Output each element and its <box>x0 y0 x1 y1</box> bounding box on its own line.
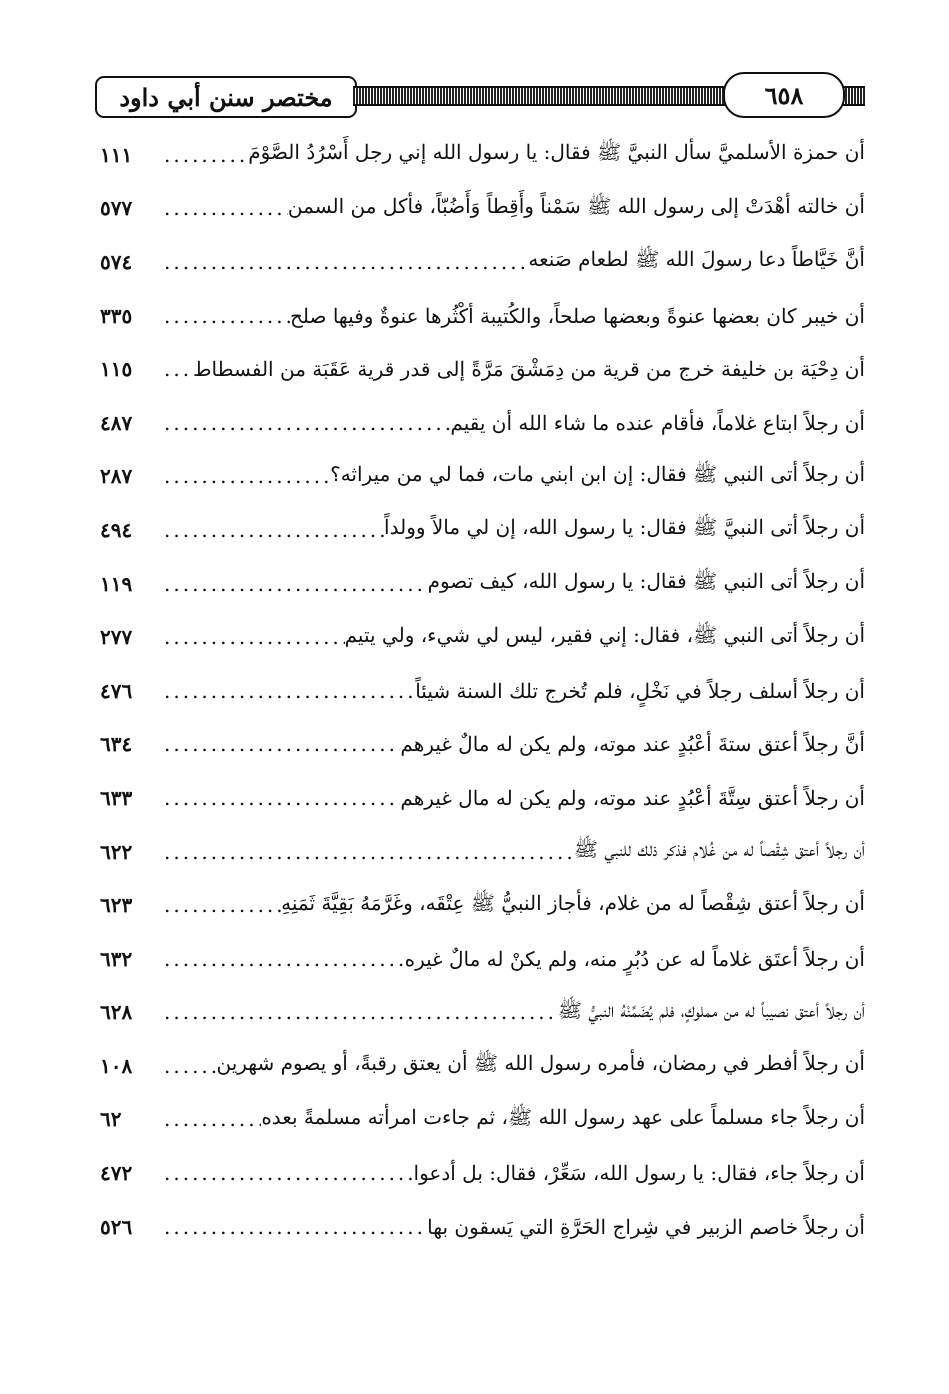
entry-page-number: ٤٩٤ <box>100 517 133 542</box>
index-entry <box>100 825 865 879</box>
index-entry <box>100 610 865 664</box>
entry-text: أن دِحْيَة بن خليفة خرج من قرية من دِمَشْقَ مَرَّةً إلى قدر قرية عَقَبَة من الفسطاط <box>193 357 865 382</box>
entry-page-number: ٤٧٦ <box>100 678 133 703</box>
leader-dots <box>158 786 400 810</box>
index-entry <box>100 1093 865 1147</box>
entry-text: أنَّ رجلاً أعتق ستةَ أعْبُدٍ عند موته، ولم يكن له مالٌ غيرهم <box>400 732 865 757</box>
entry-page-number: ٦٢٢ <box>100 839 133 864</box>
entry-page-number: ٥٢٦ <box>100 1214 133 1239</box>
leader-dots <box>158 572 428 596</box>
leader-dots <box>158 840 574 864</box>
entry-text: أن خيبر كان بعضها عنوةً وبعضها صلحاً، والكُتيبة أكْثُرها عنوةٌ وفيها صلح <box>289 303 865 328</box>
entry-text: أنَّ خَيَّاطاً دعا رسولَ الله ﷺ لطعام صَنعه <box>528 247 865 272</box>
page-header <box>95 72 865 122</box>
leader-dots <box>158 250 528 274</box>
entry-page-number: ٤٧٢ <box>100 1161 133 1186</box>
entry-text: أن رجلاً أعتق سِتَّةَ أعْبُدٍ عند موته، ولم يكن له مال غيرهم <box>400 785 865 810</box>
entry-page-number: ٦٢ <box>100 1107 122 1132</box>
index-entry <box>100 289 865 343</box>
index-list <box>100 128 865 1253</box>
leader-dots <box>158 1107 261 1131</box>
leader-dots <box>158 143 248 167</box>
entry-page-number: ٥٧٧ <box>100 196 133 221</box>
entry-text: أن رجلاً أفطر في رمضان، فأمره رسول الله ﷺ أن يعتق رقبةً، أو يصوم شهرين <box>216 1051 865 1076</box>
leader-dots <box>158 464 330 488</box>
entry-page-number: ٥٧٤ <box>100 249 133 274</box>
index-entry <box>100 1200 865 1254</box>
entry-text: أن رجلاً أتى النبي ﷺ، فقال: إني فقير، ليس لي شيء، ولي يتيم <box>344 622 865 647</box>
entry-page-number: ٦٣٤ <box>100 732 133 757</box>
book-title: مختصر سنن أبي داود <box>95 76 357 118</box>
entry-text: أن رجلاً أتى النبي ﷺ فقال: إن ابن ابني مات، فما لي من ميراثه؟ <box>330 461 865 486</box>
index-entry <box>100 557 865 611</box>
index-entry <box>100 878 865 932</box>
index-entry <box>100 932 865 986</box>
entry-text: أن رجلاً جاء، فقال: يا رسول الله، سَعِّرْ، فقال: بل أدعوا <box>413 1161 865 1186</box>
entry-page-number: ٣٣٥ <box>100 303 133 328</box>
index-entry <box>100 986 865 1040</box>
entry-page-number: ١١٩ <box>100 571 133 596</box>
entry-page-number: ١٠٨ <box>100 1053 133 1078</box>
entry-page-number: ٢٨٧ <box>100 464 133 489</box>
leader-dots <box>158 732 400 756</box>
entry-text: أن رجلاً أتى النبي ﷺ فقال: يا رسول الله، كيف تصوم <box>427 569 865 594</box>
index-entry <box>100 1039 865 1093</box>
entry-text: أن رجلاً أعتق نصيباً له من مملوكٍ، فلم يُضَمِّنْهُ النبيُّ ﷺ <box>557 997 865 1022</box>
index-entry <box>100 503 865 557</box>
leader-dots <box>158 679 415 703</box>
entry-page-number: ٦٢٨ <box>100 1000 133 1025</box>
index-entry <box>100 1146 865 1200</box>
index-entry <box>100 664 865 718</box>
leader-dots <box>158 196 288 220</box>
entry-page-number: ١١٥ <box>100 357 133 382</box>
entry-text: أن رجلاً أعتَق غلاماً له عن دُبُرٍ منه، ولم يكنْ له مالٌ غيره <box>404 946 865 971</box>
leader-dots <box>158 518 384 542</box>
index-entry <box>100 396 865 450</box>
index-entry <box>100 128 865 182</box>
leader-dots <box>158 893 281 917</box>
entry-text: أن رجلاً أتى النبيَّ ﷺ فقال: يا رسول الله، إن لي مالاً وولداً <box>384 515 865 540</box>
entry-page-number: ٢٧٧ <box>100 625 133 650</box>
entry-page-number: ٦٣٣ <box>100 785 133 810</box>
leader-dots <box>158 625 345 649</box>
index-entry <box>100 182 865 236</box>
entry-text: أن حمزة الأسلميَّ سأل النبيَّ ﷺ فقال: يا رسول الله إني رجل أَسْرُدُ الصَّوْمَ <box>248 140 865 165</box>
index-entry <box>100 235 865 289</box>
leader-dots <box>158 411 450 435</box>
index-entry <box>100 450 865 504</box>
entry-page-number: ٤٨٧ <box>100 410 133 435</box>
page-number: ٦٥٨ <box>723 72 845 118</box>
leader-dots <box>158 1215 427 1239</box>
entry-page-number: ١١١ <box>100 142 133 167</box>
index-entry <box>100 342 865 396</box>
entry-text: أن خالته أهْدَتْ إلى رسول الله ﷺ سَمْناً وأَقِطاً وَأَضُبّاً، فأكل من السمن <box>287 193 865 218</box>
leader-dots <box>158 357 193 381</box>
entry-text: أن رجلاً أعتق شِقْصاً له من غُلام فذكر ذلك للنبي ﷺ <box>573 837 865 862</box>
leader-dots <box>158 947 405 971</box>
leader-dots <box>158 304 290 328</box>
entry-page-number: ٦٢٣ <box>100 893 133 918</box>
leader-dots <box>158 1161 414 1185</box>
entry-text: أن رجلاً جاء مسلماً على عهد رسول الله ﷺ، ثم جاءت امرأته مسلمةً بعده <box>261 1104 865 1129</box>
entry-text: أن رجلاً أعتق شِقْصاً له من غلام، فأجاز النبيُّ ﷺ عِتْقَه، وغَرَّمَهُ بَقِيَّةَ ثَمَنِهِ <box>281 890 865 915</box>
leader-dots <box>158 1000 558 1024</box>
index-entry <box>100 771 865 825</box>
entry-text: أن رجلاً خاصم الزبير في شِراج الحَرَّةِ التي يَسقون بها <box>427 1214 865 1239</box>
entry-text: أن رجلاً ابتاع غلاماً، فأقام عنده ما شاء الله أن يقيم <box>450 410 865 435</box>
leader-dots <box>158 1054 216 1078</box>
entry-page-number: ٦٣٢ <box>100 946 133 971</box>
entry-text: أن رجلاً أسلف رجلاً في نَخْلٍ، فلم تُخرج تلك السنة شيئاً <box>415 678 865 703</box>
index-entry <box>100 718 865 772</box>
